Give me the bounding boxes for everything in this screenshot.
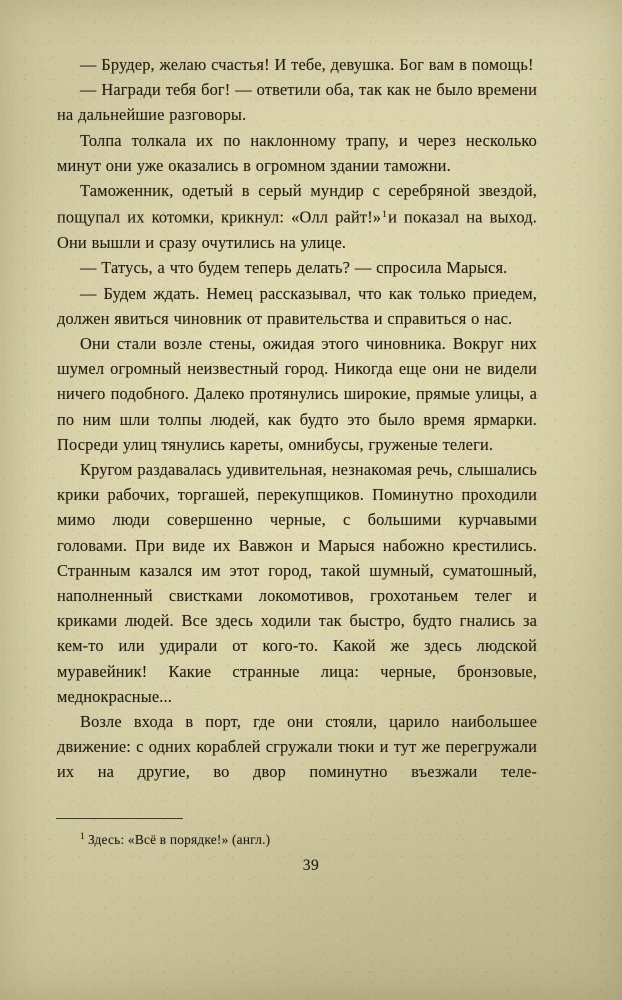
footnote-reference-marker[interactable]: 1 bbox=[382, 210, 388, 221]
paragraph-6: — Будем ждать. Немец рассказывал, что как только приедем, должен явиться чиновник от правительства и справиться о нас. bbox=[57, 283, 537, 328]
paragraph-1: — Брудер, желаю счастья! И тебе, девушка. Бог вам в помощь! bbox=[80, 55, 534, 74]
body-text-block bbox=[57, 52, 537, 785]
paragraph-4-text-after-footnote-ref: и показал на выход. Они вышли и сразу очутились на улице. bbox=[57, 207, 537, 253]
footnote-marker: 1 bbox=[80, 832, 85, 842]
paragraph-4-text-before-footnote-ref: Таможенник, одетый в серый мундир с серебряной звездой, пощупал их котомки, крикнул: «Олл райт!» bbox=[57, 181, 537, 227]
paragraph-9: Возле входа в порт, где они стояли, царило наибольшее движение: с одних кораблей сгружали тюки и тут же перегружали их на другие, во двор поминутно въезжали теле- bbox=[57, 711, 537, 782]
paragraph-7: Они стали возле стены, ожидая этого чиновника. Вокруг них шумел огромный неизвестный город. Никогда еще они не видели ничего подобного. Далеко протянулись широкие, прямые улицы, а по ним шли толпы людей, как будто это было время ярмарки. Посреди улиц тянулись кареты, омнибусы, груженые телеги. bbox=[57, 333, 537, 454]
footnote-separator-rule bbox=[56, 818, 183, 819]
paragraph-3: Толпа толкала их по наклонному трапу, и через несколько минут они уже оказались в огромном здании таможни. bbox=[57, 130, 537, 175]
page-number: 39 bbox=[302, 857, 320, 874]
paragraph-4 bbox=[57, 178, 537, 255]
footnote bbox=[80, 828, 540, 849]
paragraph-5: — Татусь, а что будем теперь делать? — спросила Марыся. bbox=[80, 258, 508, 278]
paragraph-8: Кругом раздавалась удивительная, незнакомая речь, слышались крики рабочих, торгашей, перекупщиков. Поминутно проходили мимо люди совершенно черные, с большими курчавыми головами. При виде их Вавжон и Марыся набожно крестились. Странным казался им этот город, такой шумный, суматошный, наполненный свистками локомотивов, грохотаньем телег и криками людей. Все здесь ходили так быстро, будто гнались за кем-то или удирали от кого-то. Какой же здесь людской муравейник! Какие странные лица: черные, бронзовые, меднокрасные... bbox=[57, 459, 537, 706]
paragraph-2: — Награди тебя бог! — ответили оба, так как не было времени на дальнейшие разговоры. bbox=[57, 80, 537, 125]
footnote-text: Здесь: «Всё в порядке!» (англ.) bbox=[87, 832, 271, 848]
